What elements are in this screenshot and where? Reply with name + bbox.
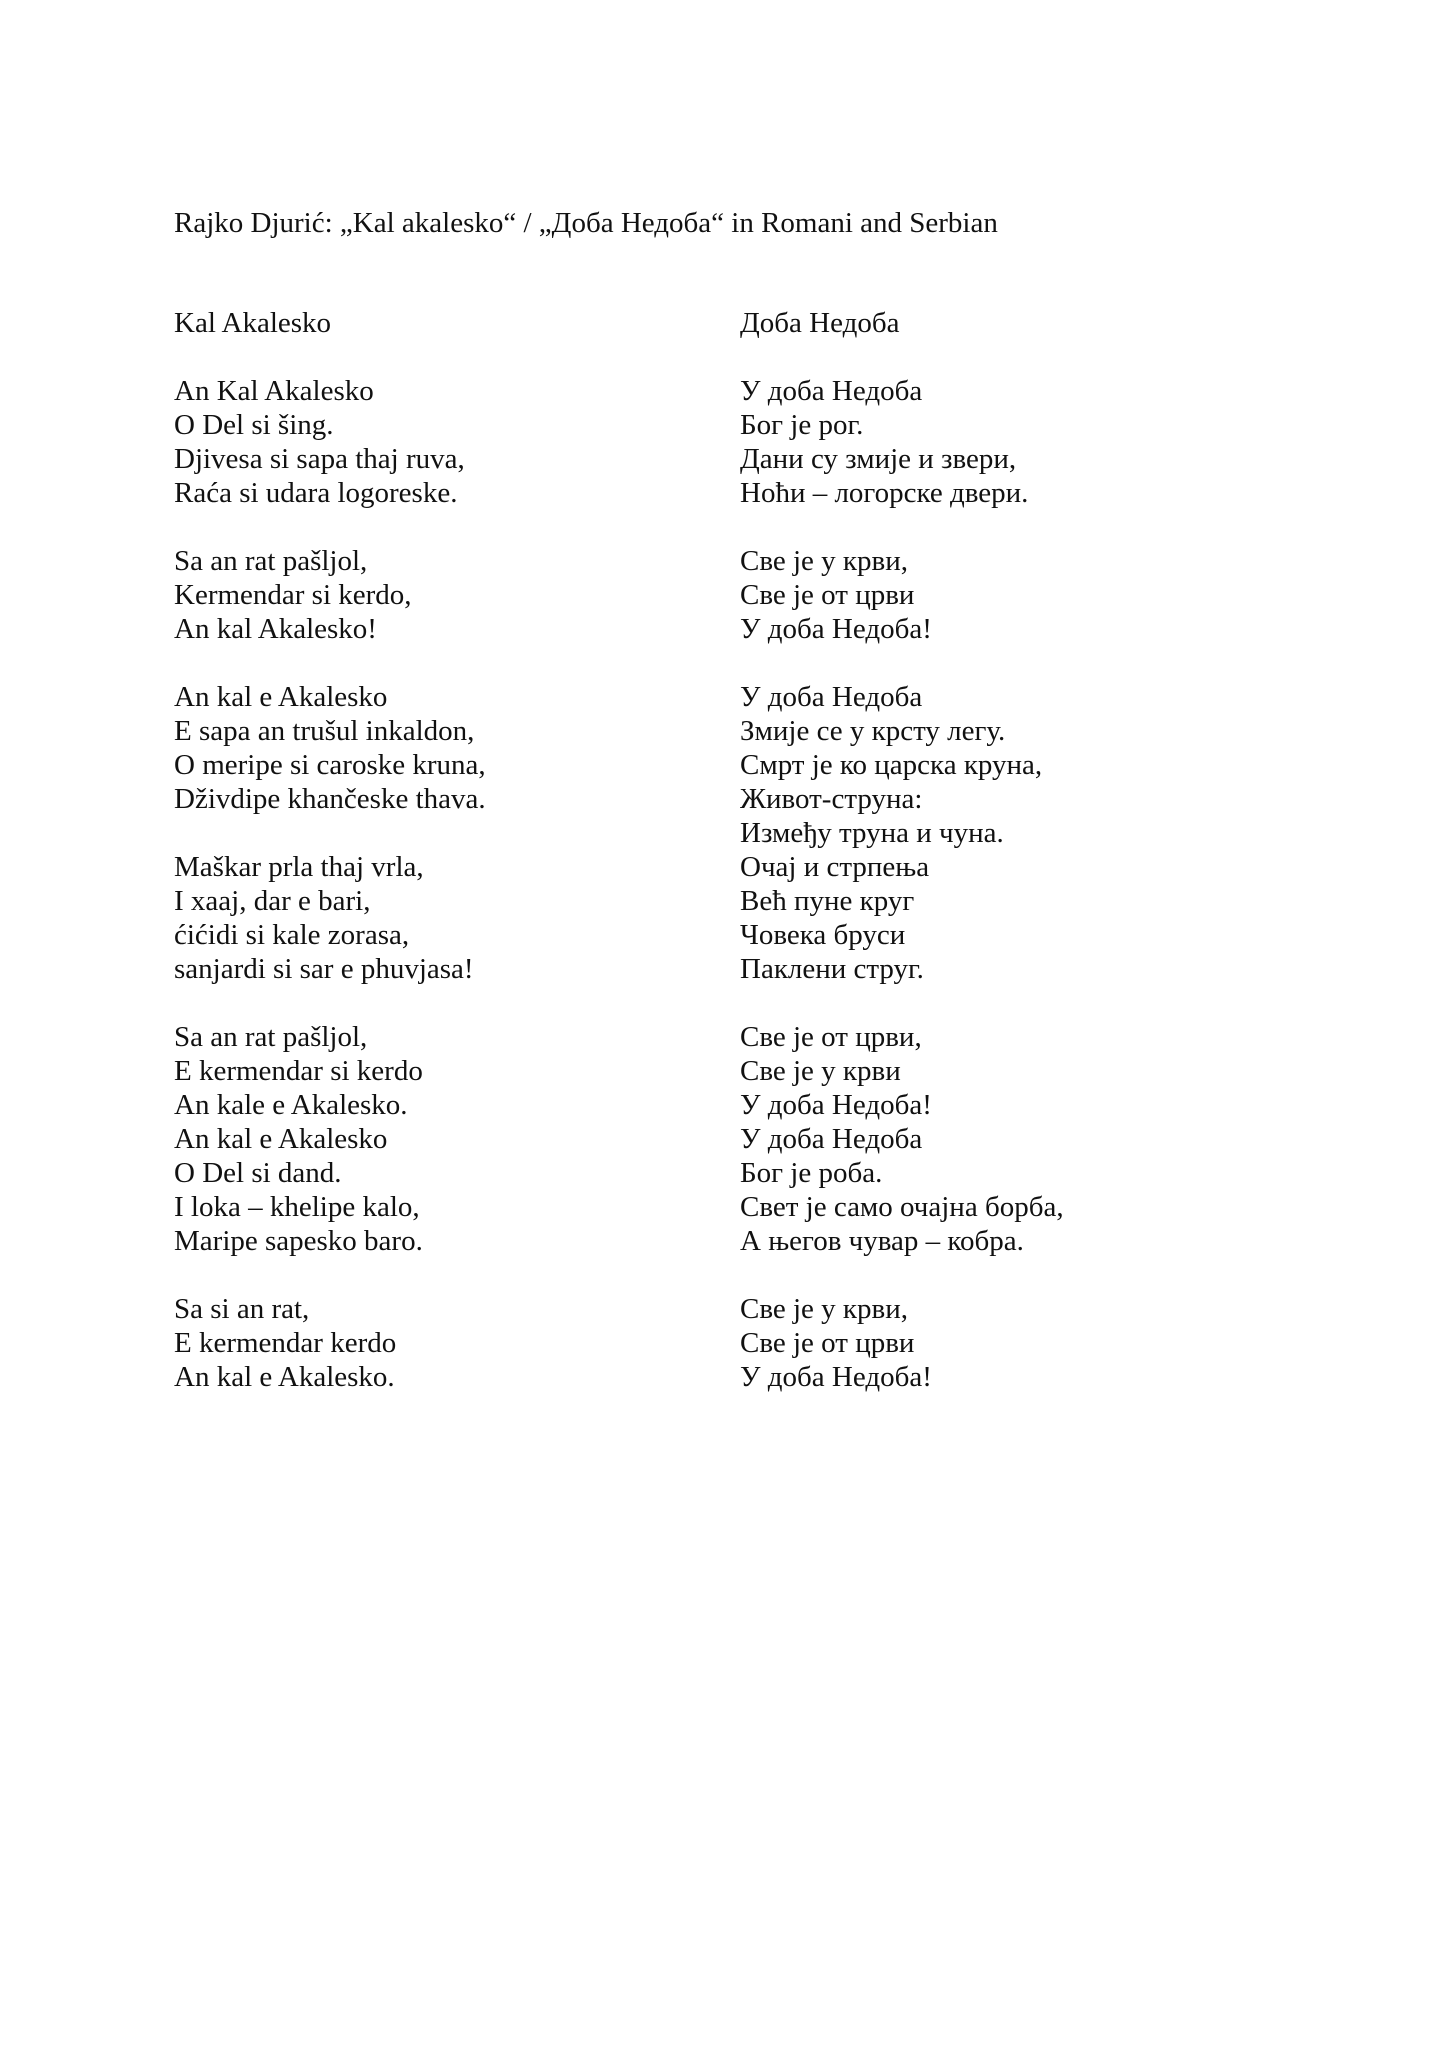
serbian-line: У доба Недоба: [740, 681, 923, 713]
serbian-line: А његов чувар – кобра.: [740, 1225, 1024, 1257]
serbian-line: Између труна и чуна.: [740, 817, 1004, 849]
romani-line: An kal Akalesko!: [174, 613, 377, 645]
romani-line: An kal e Akalesko: [174, 681, 388, 713]
serbian-stanza: [740, 374, 1360, 510]
serbian-line: Паклени струг.: [740, 953, 924, 985]
serbian-line: Змије се у крсту легу.: [740, 715, 1006, 747]
romani-stanza: [174, 850, 694, 986]
serbian-line: Очај и стрпења: [740, 851, 930, 883]
romani-line: Sa an rat pašljol,: [174, 1021, 368, 1053]
romani-line: Maškar prla thaj vrla,: [174, 851, 424, 883]
romani-stanzas: [174, 374, 694, 1394]
romani-line: Sa si an rat,: [174, 1293, 310, 1325]
romani-line: An kal e Akalesko.: [174, 1361, 395, 1393]
romani-poem-title: Kal Akalesko: [174, 307, 332, 339]
romani-line: Maripe sapesko baro.: [174, 1225, 423, 1257]
romani-line: An kale e Akalesko.: [174, 1089, 408, 1121]
romani-stanza: [174, 1020, 694, 1258]
serbian-line: Човека бруси: [740, 919, 906, 951]
romani-line: E sapa an trušul inkaldon,: [174, 715, 475, 747]
romani-stanza: [174, 374, 694, 510]
romani-line: sanjardi si sar e phuvjasa!: [174, 953, 474, 985]
romani-stanza: [174, 1292, 694, 1394]
romani-line: O meripe si caroske kruna,: [174, 749, 486, 781]
romani-stanza: [174, 544, 694, 646]
romani-line: E kermendar kerdo: [174, 1327, 397, 1359]
romani-line: I loka – khelipe kalo,: [174, 1191, 420, 1223]
serbian-line: У доба Недоба!: [740, 1089, 932, 1121]
serbian-stanza: [740, 1020, 1360, 1258]
serbian-line: Све је у крви,: [740, 545, 908, 577]
serbian-line: У доба Недоба!: [740, 1361, 932, 1393]
romani-line: ćićidi si kale zorasa,: [174, 919, 410, 951]
serbian-line: У доба Недоба: [740, 375, 923, 407]
romani-line: Sa an rat pašljol,: [174, 545, 368, 577]
serbian-line: Смрт је ко царска круна,: [740, 749, 1043, 781]
serbian-line: У доба Недоба: [740, 1123, 923, 1155]
romani-line: O Del si dand.: [174, 1157, 342, 1189]
serbian-line: Дани су змије и звери,: [740, 443, 1017, 475]
serbian-line: Већ пуне круг: [740, 885, 915, 917]
romani-poem: [174, 306, 694, 1428]
serbian-stanza: [740, 680, 1360, 986]
serbian-line: Све је у крви,: [740, 1293, 908, 1325]
serbian-line: У доба Недоба!: [740, 613, 932, 645]
romani-line: E kermendar si kerdo: [174, 1055, 423, 1087]
serbian-stanzas: [740, 374, 1360, 1394]
serbian-line: Живот-струна:: [740, 783, 923, 815]
romani-line: I xaaj, dar e bari,: [174, 885, 371, 917]
serbian-poem-title: Доба Недоба: [740, 307, 900, 339]
serbian-stanza: [740, 1292, 1360, 1394]
romani-stanza: [174, 680, 694, 816]
serbian-line: Све је от црви: [740, 579, 915, 611]
serbian-stanza: [740, 544, 1360, 646]
serbian-line: Све је от црви: [740, 1327, 915, 1359]
serbian-line: Свет је само очајна борба,: [740, 1191, 1064, 1223]
romani-line: An kal e Akalesko: [174, 1123, 388, 1155]
serbian-line: Ноћи – логорске двери.: [740, 477, 1029, 509]
serbian-line: Све је у крви: [740, 1055, 901, 1087]
romani-line: Kermendar si kerdo,: [174, 579, 412, 611]
serbian-line: Бог је рог.: [740, 409, 864, 441]
serbian-line: Бог је роба.: [740, 1157, 883, 1189]
romani-line: An Kal Akalesko: [174, 375, 374, 407]
serbian-line: Све је от црви,: [740, 1021, 922, 1053]
romani-line: Djivesa si sapa thaj ruva,: [174, 443, 465, 475]
romani-line: Dživdipe khančeske thava.: [174, 783, 486, 815]
romani-line: O Del si šing.: [174, 409, 334, 441]
document-title: Rajko Djurić: „Kal akalesko“ / „Доба Недоба“ in Romani and Serbian: [174, 207, 998, 239]
serbian-poem: [740, 306, 1360, 1428]
romani-line: Raća si udara logoreske.: [174, 477, 458, 509]
